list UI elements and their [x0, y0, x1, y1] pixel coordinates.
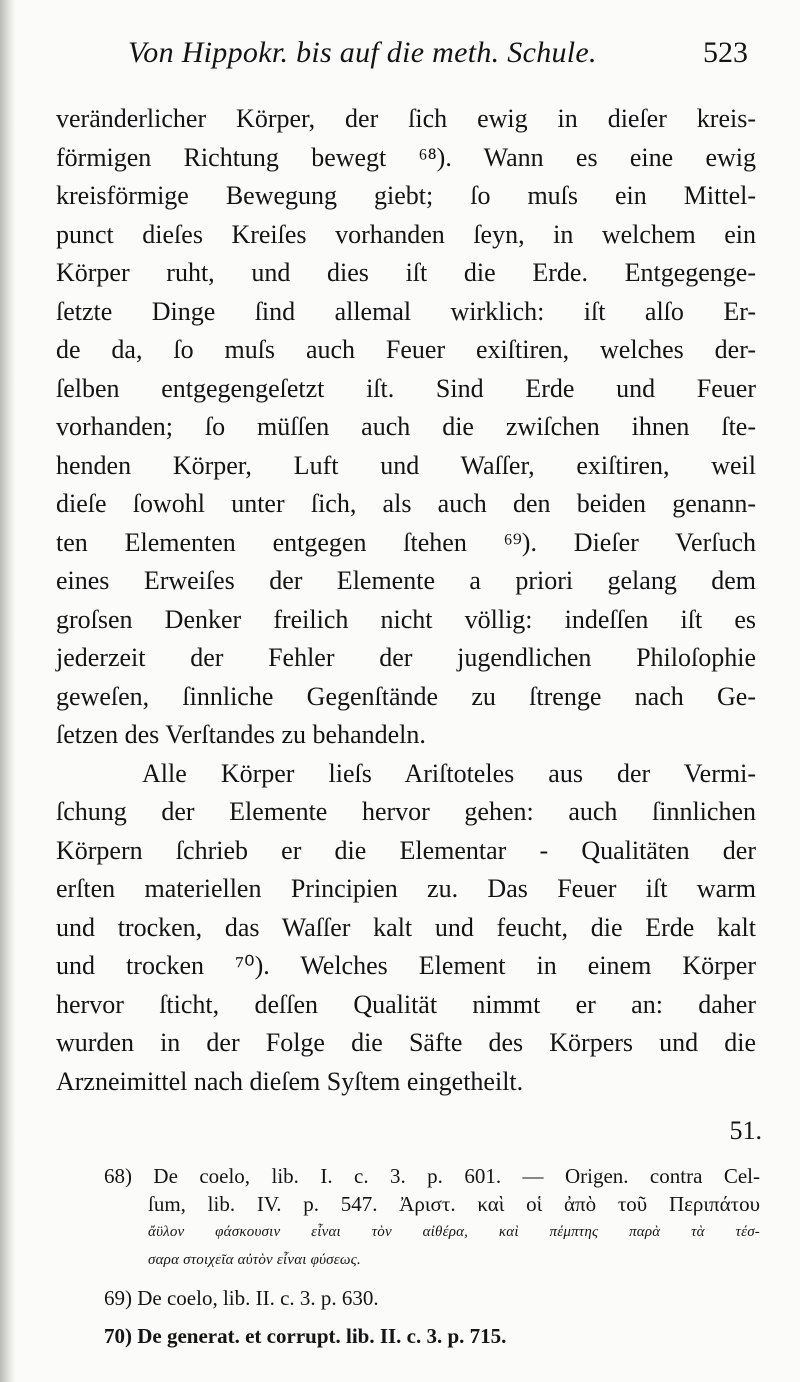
- body-line: eines Erweiſes der Elemente a priori gelang dem: [56, 566, 756, 595]
- running-title: Von Hippokr. bis auf die meth. Schule.: [128, 36, 597, 69]
- footnote-70: 70) De generat. et corrupt. lib. II. c. 3. p. 715.: [104, 1324, 507, 1348]
- body-line: hervor ſticht, deſſen Qualität nimmt er an: daher: [56, 989, 756, 1019]
- body-line: punct dieſes Kreiſes vorhanden ſeyn, in welchem ein: [56, 219, 756, 249]
- body-line: ten Elementen entgegen ſtehen ⁶⁹). Dieſer Verſuch: [56, 527, 756, 557]
- body-line: ſetzen des Verſtandes zu behandeln.: [56, 720, 426, 749]
- signature-mark: 51.: [729, 1116, 762, 1145]
- body-line: geweſen, ſinnliche Gegenſtände zu ſtrenge nach Ge-: [56, 681, 756, 711]
- body-line: jederzeit der Fehler der jugendlichen Philoſophie: [56, 643, 756, 672]
- body-line: Körper ruht, und dies iſt die Erde. Entgegenge-: [56, 258, 756, 287]
- body-line: erſten materiellen Principien zu. Das Feuer iſt warm: [56, 874, 756, 903]
- footnote-line: ſum, lib. IV. p. 547. Ἀριστ. καὶ οἱ ἀπὸ τοῦ Περιπάτου: [148, 1192, 760, 1216]
- body-line: und trocken ⁷⁰). Welches Element in einem Körper: [56, 951, 756, 980]
- footnotes: [104, 1162, 760, 1350]
- body-line: ſetzte Dinge ſind allemal wirklich: iſt alſo Er-: [56, 296, 756, 326]
- footnote-greek-line: σαρα στοιχεῖα αὐτὸν εἶναι φύσεως.: [148, 1252, 361, 1268]
- body-line: henden Körper, Luft und Waſſer, exiſtiren, weil: [56, 450, 756, 480]
- body-line: dieſe ſowohl unter ſich, als auch den beiden genann-: [56, 489, 756, 518]
- body-line: ſelben entgegengeſetzt iſt. Sind Erde und Feuer: [56, 373, 756, 403]
- body-line: wurden in der Folge die Säfte des Körpers und die: [56, 1028, 756, 1057]
- body-line: de da, ſo muſs auch Feuer exiſtiren, welches der-: [56, 335, 756, 364]
- page-number: 523: [703, 36, 748, 69]
- body-text: [56, 100, 756, 1101]
- body-line: kreisförmige Bewegung giebt; ſo muſs ein Mittel-: [56, 181, 756, 210]
- running-head: [128, 36, 748, 76]
- body-line: und trocken, das Waſſer kalt und feucht, die Erde kalt: [56, 912, 756, 942]
- body-line: Arzneimittel nach dieſem Syſtem eingetheilt.: [56, 1066, 524, 1096]
- body-line: veränderlicher Körper, der ſich ewig in dieſer kreis-: [56, 104, 756, 133]
- body-line: ſchung der Elemente hervor gehen: auch ſinnlichen: [56, 797, 756, 826]
- body-line: vorhanden; ſo müſſen auch die zwiſchen ihnen ſte-: [56, 412, 756, 441]
- body-line: groſsen Denker freilich nicht völlig: indeſſen iſt es: [56, 604, 756, 634]
- footnote-68: 68) De coelo, lib. I. c. 3. p. 601. — Origen. contra Cel-: [104, 1164, 760, 1188]
- page-edge-shadow: [0, 0, 16, 1382]
- footnote-69: 69) De coelo, lib. II. c. 3. p. 630.: [104, 1286, 379, 1310]
- body-line: förmigen Richtung bewegt ⁶⁸). Wann es eine ewig: [56, 142, 756, 172]
- body-line: Körpern ſchrieb er die Elementar - Qualitäten der: [56, 835, 756, 865]
- footnote-greek-line: ἄϋλον φάσκουσιν εἶναι τὸν αἰθέρα, καὶ πέμπτης παρὰ τὰ τέσ-: [148, 1224, 760, 1240]
- paragraph-first-line: Alle Körper lieſs Ariſtoteles aus der Vermi-: [142, 758, 756, 788]
